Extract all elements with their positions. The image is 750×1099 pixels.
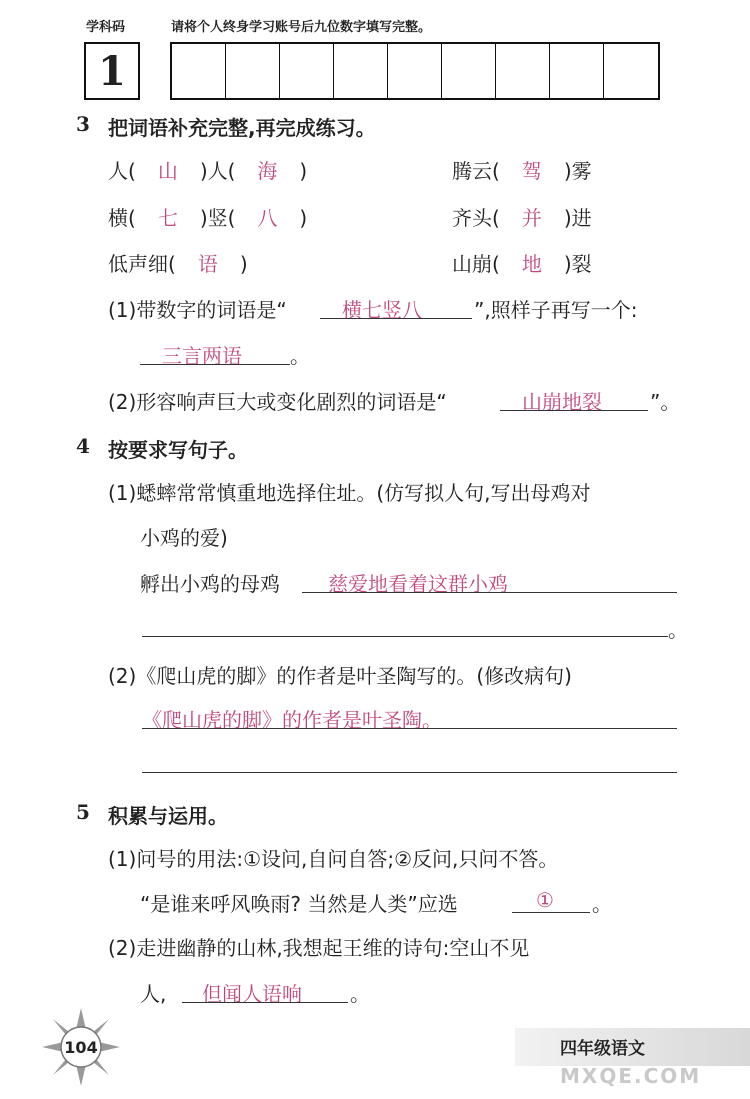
q4-number: 4 — [76, 434, 90, 458]
digit-cell[interactable] — [604, 44, 658, 98]
q3-row2-left — [108, 202, 307, 231]
text-segment: 腾云( — [452, 159, 500, 183]
q5-title: 积累与运用。 — [108, 804, 228, 828]
answer-underline — [142, 728, 677, 729]
digit-cell[interactable] — [496, 44, 550, 98]
q4-sub1-answer: 慈爱地看着这群小鸡 — [328, 572, 508, 596]
answer-underline — [302, 592, 677, 593]
digit-cell[interactable] — [388, 44, 442, 98]
text-segment: ) — [299, 159, 308, 183]
subject-code-label: 学科码 — [86, 20, 126, 35]
q3-row3-left — [108, 248, 248, 277]
q5-sub2-answer: 但闻人语响 — [202, 982, 302, 1006]
account-instruction: 请将个人终身学习账号后九位数字填写完整。 — [171, 20, 432, 35]
answer: 山 — [157, 159, 178, 183]
q5-sub1-line2: “是谁来呼风唤雨? 当然是人类”应选 — [140, 892, 458, 916]
q5-sub2-line1: (2)走进幽静的山林,我想起王维的诗句:空山不见 — [108, 936, 530, 960]
q3-row3-right — [452, 248, 592, 277]
answer: 语 — [197, 252, 218, 276]
q4-title: 按要求写句子。 — [108, 438, 248, 462]
answer: 地 — [521, 252, 542, 276]
page-number-badge — [40, 1006, 122, 1088]
text-segment: ) — [239, 252, 248, 276]
q4-sub1-prefix: 孵出小鸡的母鸡 — [140, 572, 280, 596]
q3-title: 把词语补充完整,再完成练习。 — [108, 116, 376, 140]
q4-sub2-line: (2)《爬山虎的脚》的作者是叶圣陶写的。(修改病句) — [108, 664, 572, 688]
answer-underline — [512, 912, 590, 913]
q5-sub1-answer: ① — [536, 888, 554, 912]
digit-cell[interactable] — [172, 44, 226, 98]
q5-sub1-line1: (1)问号的用法:①设问,自问自答;②反问,只问不答。 — [108, 847, 559, 871]
q3-sub1-answer2: 三言两语 — [162, 344, 242, 368]
answer-underline — [142, 636, 668, 637]
text-segment: 人( — [108, 159, 136, 183]
watermark: MXQE.COM — [560, 1064, 702, 1088]
text-segment: )雾 — [563, 159, 592, 183]
q3-row2-right — [452, 202, 592, 231]
q3-sub1-suffix: ”,照样子再写一个: — [474, 298, 638, 322]
q3-sub2-prefix: (2)形容响声巨大或变化剧烈的词语是“ — [108, 390, 447, 414]
q3-sub1-end: 。 — [290, 344, 310, 368]
account-digit-cells — [170, 42, 660, 100]
text-segment: )进 — [563, 206, 592, 230]
answer: 驾 — [521, 159, 542, 183]
text-segment: 山崩( — [452, 252, 500, 276]
q4-sub1-line2: 小鸡的爱) — [140, 526, 228, 550]
q3-row1-left — [108, 155, 307, 184]
text-segment: 齐头( — [452, 206, 500, 230]
answer-underline — [500, 410, 648, 411]
answer-underline — [140, 364, 290, 365]
answer: 海 — [257, 159, 278, 183]
answer-underline — [142, 772, 677, 773]
answer: 七 — [157, 206, 178, 230]
answer: 八 — [257, 206, 278, 230]
book-title: 四年级语文 — [560, 1039, 645, 1059]
q4-sub1-end: 。 — [668, 618, 688, 642]
subject-code-box: 1 — [84, 42, 140, 100]
digit-cell[interactable] — [280, 44, 334, 98]
page-number: 104 — [64, 1038, 98, 1057]
q3-row1-right — [452, 155, 592, 184]
digit-cell[interactable] — [550, 44, 604, 98]
q3-sub2-suffix: ”。 — [650, 390, 681, 414]
text-segment: )人( — [199, 159, 236, 183]
digit-cell[interactable] — [226, 44, 280, 98]
text-segment: )裂 — [563, 252, 592, 276]
q4-sub1-line1: (1)蟋蟀常常慎重地选择住址。(仿写拟人句,写出母鸡对 — [108, 481, 591, 505]
answer-underline — [320, 318, 472, 319]
answer: 并 — [521, 206, 542, 230]
text-segment: 横( — [108, 206, 136, 230]
code-box-row — [84, 42, 660, 100]
q3-sub1-answer: 横七竖八 — [342, 298, 422, 322]
digit-cell[interactable] — [334, 44, 388, 98]
text-segment: ) — [299, 206, 308, 230]
q5-sub2-prefix: 人, — [140, 982, 167, 1006]
q3-number: 3 — [76, 112, 90, 136]
q5-number: 5 — [76, 800, 90, 824]
text-segment: 低声细( — [108, 252, 176, 276]
q5-sub1-end: 。 — [592, 892, 612, 916]
q3-sub1-prefix: (1)带数字的词语是“ — [108, 298, 287, 322]
q3-sub2-answer: 山崩地裂 — [522, 390, 602, 414]
text-segment: )竖( — [199, 206, 236, 230]
digit-cell[interactable] — [442, 44, 496, 98]
q5-sub2-end: 。 — [350, 982, 370, 1006]
q4-sub2-answer: 《爬山虎的脚》的作者是叶圣陶。 — [142, 708, 442, 732]
answer-underline — [182, 1002, 348, 1003]
